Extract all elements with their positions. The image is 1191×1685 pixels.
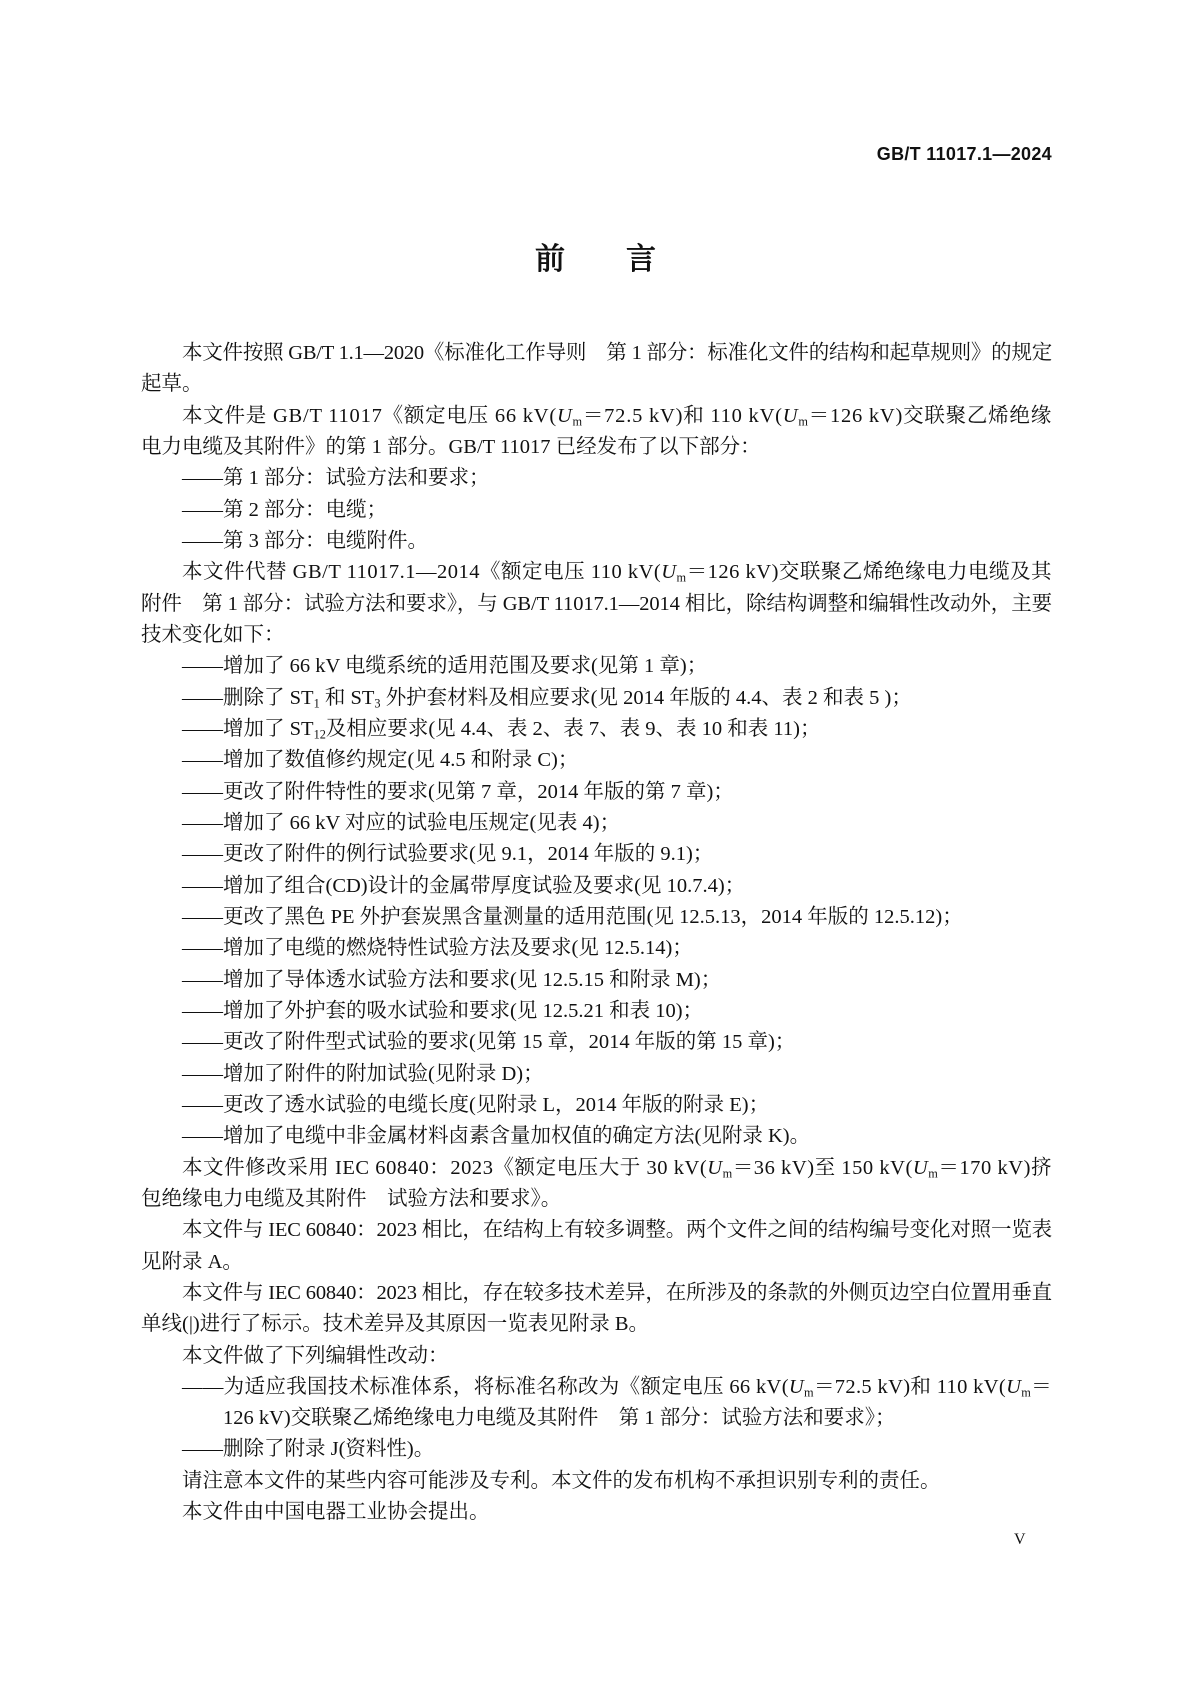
text-segment: ——更改了附件型式试验的要求(见第 15 章，2014 年版的第 15 章)； — [182, 1031, 796, 1054]
text-line — [141, 369, 1052, 400]
text-segment: ——更改了黑色 PE 外护套炭黑含量测量的适用范围(见 12.5.13，2014 年版的 12.5.12)； — [182, 905, 963, 928]
line-content — [182, 463, 490, 494]
list-item — [141, 526, 1052, 557]
text-segment: ——更改了附件特性的要求(见第 7 章，2014 年版的第 7 章)； — [182, 780, 734, 803]
line-content — [182, 871, 745, 902]
text-line — [141, 1121, 1052, 1152]
text-segment: 本文件按照 GB/T 1.1—2020《标准化工作导则 第 1 部分：标准化文件的结构和起草规则》的规定 — [182, 342, 1052, 364]
symbol-base: ST — [289, 686, 314, 709]
text-segment: ——为适应我国技术标准体系，将标准名称改为《额定电压 66 kV( — [182, 1375, 789, 1398]
text-segment: ——更改了透水试验的电缆长度(见附录 L，2014 年版的附录 E)； — [182, 1093, 770, 1116]
line-content — [141, 1247, 243, 1278]
text-line — [141, 871, 1052, 902]
line-content — [141, 1184, 561, 1215]
text-line — [141, 589, 1052, 620]
line-content — [141, 620, 285, 651]
page-number: V — [1014, 1531, 1026, 1548]
list-item — [141, 871, 1052, 902]
list-item — [141, 1372, 1052, 1435]
text-line — [141, 401, 1052, 432]
line-content — [182, 683, 912, 714]
paragraph — [141, 338, 1052, 401]
subscript: m — [804, 1385, 814, 1400]
variable-symbol: U — [782, 404, 799, 427]
line-content — [141, 369, 203, 400]
line-content — [182, 1466, 941, 1497]
list-item — [141, 714, 1052, 745]
text-line — [141, 338, 1052, 369]
text-segment: 本文件由中国电器工业协会提出。 — [182, 1501, 490, 1524]
text-line — [141, 1434, 1052, 1465]
subscript: m — [722, 1166, 733, 1181]
list-item — [141, 777, 1052, 808]
line-content — [182, 526, 428, 557]
text-segment: ——增加了 66 kV 对应的试验电压规定(见表 4)； — [182, 811, 621, 834]
line-content — [182, 902, 963, 933]
text-segment: 本文件代替 GB/T 11017.1—2014《额定电压 110 kV( — [182, 561, 662, 584]
list-item — [141, 1059, 1052, 1090]
list-item — [141, 745, 1052, 776]
page-title: 前言 — [535, 242, 717, 277]
variable-symbol: U — [707, 1156, 723, 1179]
paragraph — [141, 1278, 1052, 1341]
list-item — [141, 902, 1052, 933]
line-content — [182, 1434, 434, 1465]
text-segment: ——增加了数值修约规定(见 4.5 和附录 C)； — [182, 749, 579, 772]
line-content — [182, 1090, 769, 1121]
variable-symbol: U — [912, 1156, 929, 1179]
text-line — [141, 777, 1052, 808]
text-segment: 本文件修改采用 IEC 60840：2023《额定电压大于 30 kV( — [182, 1156, 708, 1179]
variable-symbol: U — [661, 561, 677, 584]
text-segment: ＝ — [1031, 1375, 1052, 1398]
subscript: m — [798, 414, 809, 429]
line-content — [141, 1309, 649, 1340]
text-segment: 单线(|)进行了标示。技术差异及其原因一览表见附录 B。 — [141, 1313, 650, 1336]
text-line — [141, 1090, 1052, 1121]
line-content — [182, 745, 578, 776]
list-item — [141, 1434, 1052, 1465]
text-segment: ——删除了 — [182, 686, 290, 709]
line-content — [182, 1372, 1052, 1403]
list-item — [141, 1090, 1052, 1121]
text-segment: 起草。 — [141, 373, 203, 396]
text-segment: 技术变化如下： — [141, 623, 285, 646]
text-line — [141, 463, 1052, 494]
line-content — [182, 1341, 449, 1372]
text-segment: ＝170 kV)挤 — [938, 1156, 1053, 1179]
line-content — [182, 1278, 1052, 1309]
paragraph — [141, 1215, 1052, 1278]
text-segment: ——增加了 66 kV 电缆系统的适用范围及要求(见第 1 章)； — [182, 655, 708, 678]
subscript: 1 — [313, 696, 320, 711]
paragraph — [141, 401, 1052, 464]
text-segment: ＝72.5 kV)和 110 kV( — [813, 1375, 1007, 1398]
text-segment: 和 — [319, 686, 351, 709]
text-segment: ＝126 kV)交联聚乙烯绝缘 — [808, 404, 1052, 427]
text-segment: 见附录 A。 — [141, 1250, 243, 1273]
text-line — [141, 683, 1052, 714]
line-content — [182, 401, 1052, 432]
text-line — [141, 1247, 1052, 1278]
paragraph — [141, 557, 1052, 651]
text-segment: ——第 2 部分：电缆； — [182, 498, 387, 521]
subscript: 3 — [374, 696, 381, 711]
line-content — [182, 933, 693, 964]
standard-number: GB/T 11017.1—2024 — [876, 144, 1052, 164]
text-line — [141, 996, 1052, 1027]
list-item — [141, 965, 1052, 996]
line-content — [182, 1059, 544, 1090]
text-line — [141, 1466, 1052, 1497]
text-segment: ——第 3 部分：电缆附件。 — [182, 529, 428, 552]
line-content — [182, 777, 734, 808]
list-item — [141, 463, 1052, 494]
line-content — [182, 839, 713, 870]
list-item — [141, 1121, 1052, 1152]
text-line — [141, 526, 1052, 557]
text-line — [141, 620, 1052, 651]
text-line — [141, 808, 1052, 839]
list-item — [141, 651, 1052, 682]
foreword-body — [141, 338, 1052, 1528]
line-content — [182, 1497, 490, 1528]
line-content — [182, 557, 1052, 588]
line-content — [182, 996, 703, 1027]
text-segment: ——删除了附录 J(资料性)。 — [182, 1438, 435, 1461]
text-segment: 及相应要求(见 4.4、表 2、表 7、表 9、表 10 和表 11)； — [325, 717, 821, 740]
text-line — [141, 902, 1052, 933]
text-line — [141, 1372, 1052, 1403]
paragraph — [141, 1466, 1052, 1497]
text-line — [141, 714, 1052, 745]
text-line — [141, 745, 1052, 776]
subscript: m — [572, 414, 583, 429]
text-line — [141, 557, 1052, 588]
paragraph — [141, 1497, 1052, 1528]
text-segment: ——增加了附件的附加试验(见附录 D)； — [182, 1062, 544, 1085]
list-item — [141, 683, 1052, 714]
text-line — [141, 1278, 1052, 1309]
paragraph — [141, 1153, 1052, 1216]
text-segment: 126 kV)交联聚乙烯绝缘电力电缆及其附件 第 1 部分：试验方法和要求》； — [223, 1407, 896, 1430]
list-item — [141, 996, 1052, 1027]
text-line — [141, 1059, 1052, 1090]
text-segment: ——增加了导体透水试验方法和要求(见 12.5.15 和附录 M)； — [182, 968, 722, 991]
line-content — [182, 808, 620, 839]
subscript: 12 — [313, 727, 326, 742]
subscript: m — [928, 1166, 939, 1181]
line-content — [182, 1215, 1052, 1246]
text-segment: ——增加了 — [182, 717, 290, 740]
text-line — [141, 1497, 1052, 1528]
symbol-base: ST — [289, 717, 314, 740]
text-segment: 本文件与 IEC 60840：2023 相比，在结构上有较多调整。两个文件之间的结构编号变化对照一览表 — [182, 1219, 1052, 1242]
line-content — [182, 495, 387, 526]
line-content — [223, 1403, 896, 1434]
text-segment: 本文件与 IEC 60840：2023 相比，存在较多技术差异，在所涉及的条款的外侧页边空白位置用垂直 — [182, 1281, 1052, 1304]
text-line — [141, 495, 1052, 526]
text-segment: 本文件是 GB/T 11017《额定电压 66 kV( — [182, 404, 557, 427]
subscript: m — [1021, 1385, 1032, 1400]
line-content — [141, 432, 761, 463]
text-segment: 本文件做了下列编辑性改动： — [182, 1344, 449, 1367]
text-line — [141, 1215, 1052, 1246]
text-segment: ＝72.5 kV)和 110 kV( — [582, 404, 783, 427]
line-content — [141, 589, 1052, 620]
text-segment: ——增加了外护套的吸水试验和要求(见 12.5.21 和表 10)； — [182, 999, 704, 1022]
list-item — [141, 808, 1052, 839]
line-content — [182, 338, 1052, 369]
text-line — [141, 933, 1052, 964]
text-segment: ——更改了附件的例行试验要求(见 9.1，2014 年版的 9.1)； — [182, 843, 714, 866]
variable-symbol: U — [556, 404, 573, 427]
text-segment: ——第 1 部分：试验方法和要求； — [182, 467, 490, 490]
text-segment: 包绝缘电力电缆及其附件 试验方法和要求》。 — [141, 1187, 562, 1210]
paragraph — [141, 1341, 1052, 1372]
list-item — [141, 495, 1052, 526]
list-item — [141, 1027, 1052, 1058]
line-content — [182, 1153, 1052, 1184]
text-line — [141, 1184, 1052, 1215]
line-content — [182, 965, 721, 996]
text-segment: 附件 第 1 部分：试验方法和要求》，与 GB/T 11017.1—2014 相比，除结构调整和编辑性改动外，主要 — [141, 592, 1053, 615]
text-line — [141, 1309, 1052, 1340]
text-line — [141, 1027, 1052, 1058]
text-line — [141, 1341, 1052, 1372]
text-segment: 电力电缆及其附件》的第 1 部分。GB/T 11017 已经发布了以下部分： — [141, 435, 761, 458]
list-item — [141, 839, 1052, 870]
text-segment: ＝126 kV)交联聚乙烯绝缘电力电缆及其 — [686, 561, 1052, 584]
text-segment: ——增加了电缆中非金属材料卤素含量加权值的确定方法(见附录 K)。 — [182, 1125, 811, 1148]
line-content — [182, 714, 821, 745]
variable-symbol: U — [1006, 1375, 1022, 1398]
text-segment: 外护套材料及相应要求(见 2014 年版的 4.4、表 2 和表 5 )； — [380, 686, 912, 709]
symbol-base: ST — [350, 686, 375, 709]
list-item — [141, 933, 1052, 964]
variable-symbol: U — [788, 1375, 805, 1398]
text-line — [141, 1153, 1052, 1184]
text-segment: 请注意本文件的某些内容可能涉及专利。本文件的发布机构不承担识别专利的责任。 — [182, 1469, 941, 1492]
line-content — [182, 1027, 795, 1058]
text-segment: ——增加了电缆的燃烧特性试验方法及要求(见 12.5.14)； — [182, 937, 693, 960]
text-line — [141, 651, 1052, 682]
text-line — [141, 839, 1052, 870]
text-line — [141, 965, 1052, 996]
text-segment: ——增加了组合(CD)设计的金属带厚度试验及要求(见 10.7.4)； — [182, 874, 746, 897]
text-segment: ＝36 kV)至 150 kV( — [732, 1156, 913, 1179]
subscript: m — [676, 570, 687, 585]
line-content — [182, 651, 707, 682]
text-line — [141, 432, 1052, 463]
text-line — [141, 1403, 1052, 1434]
line-content — [182, 1121, 810, 1152]
